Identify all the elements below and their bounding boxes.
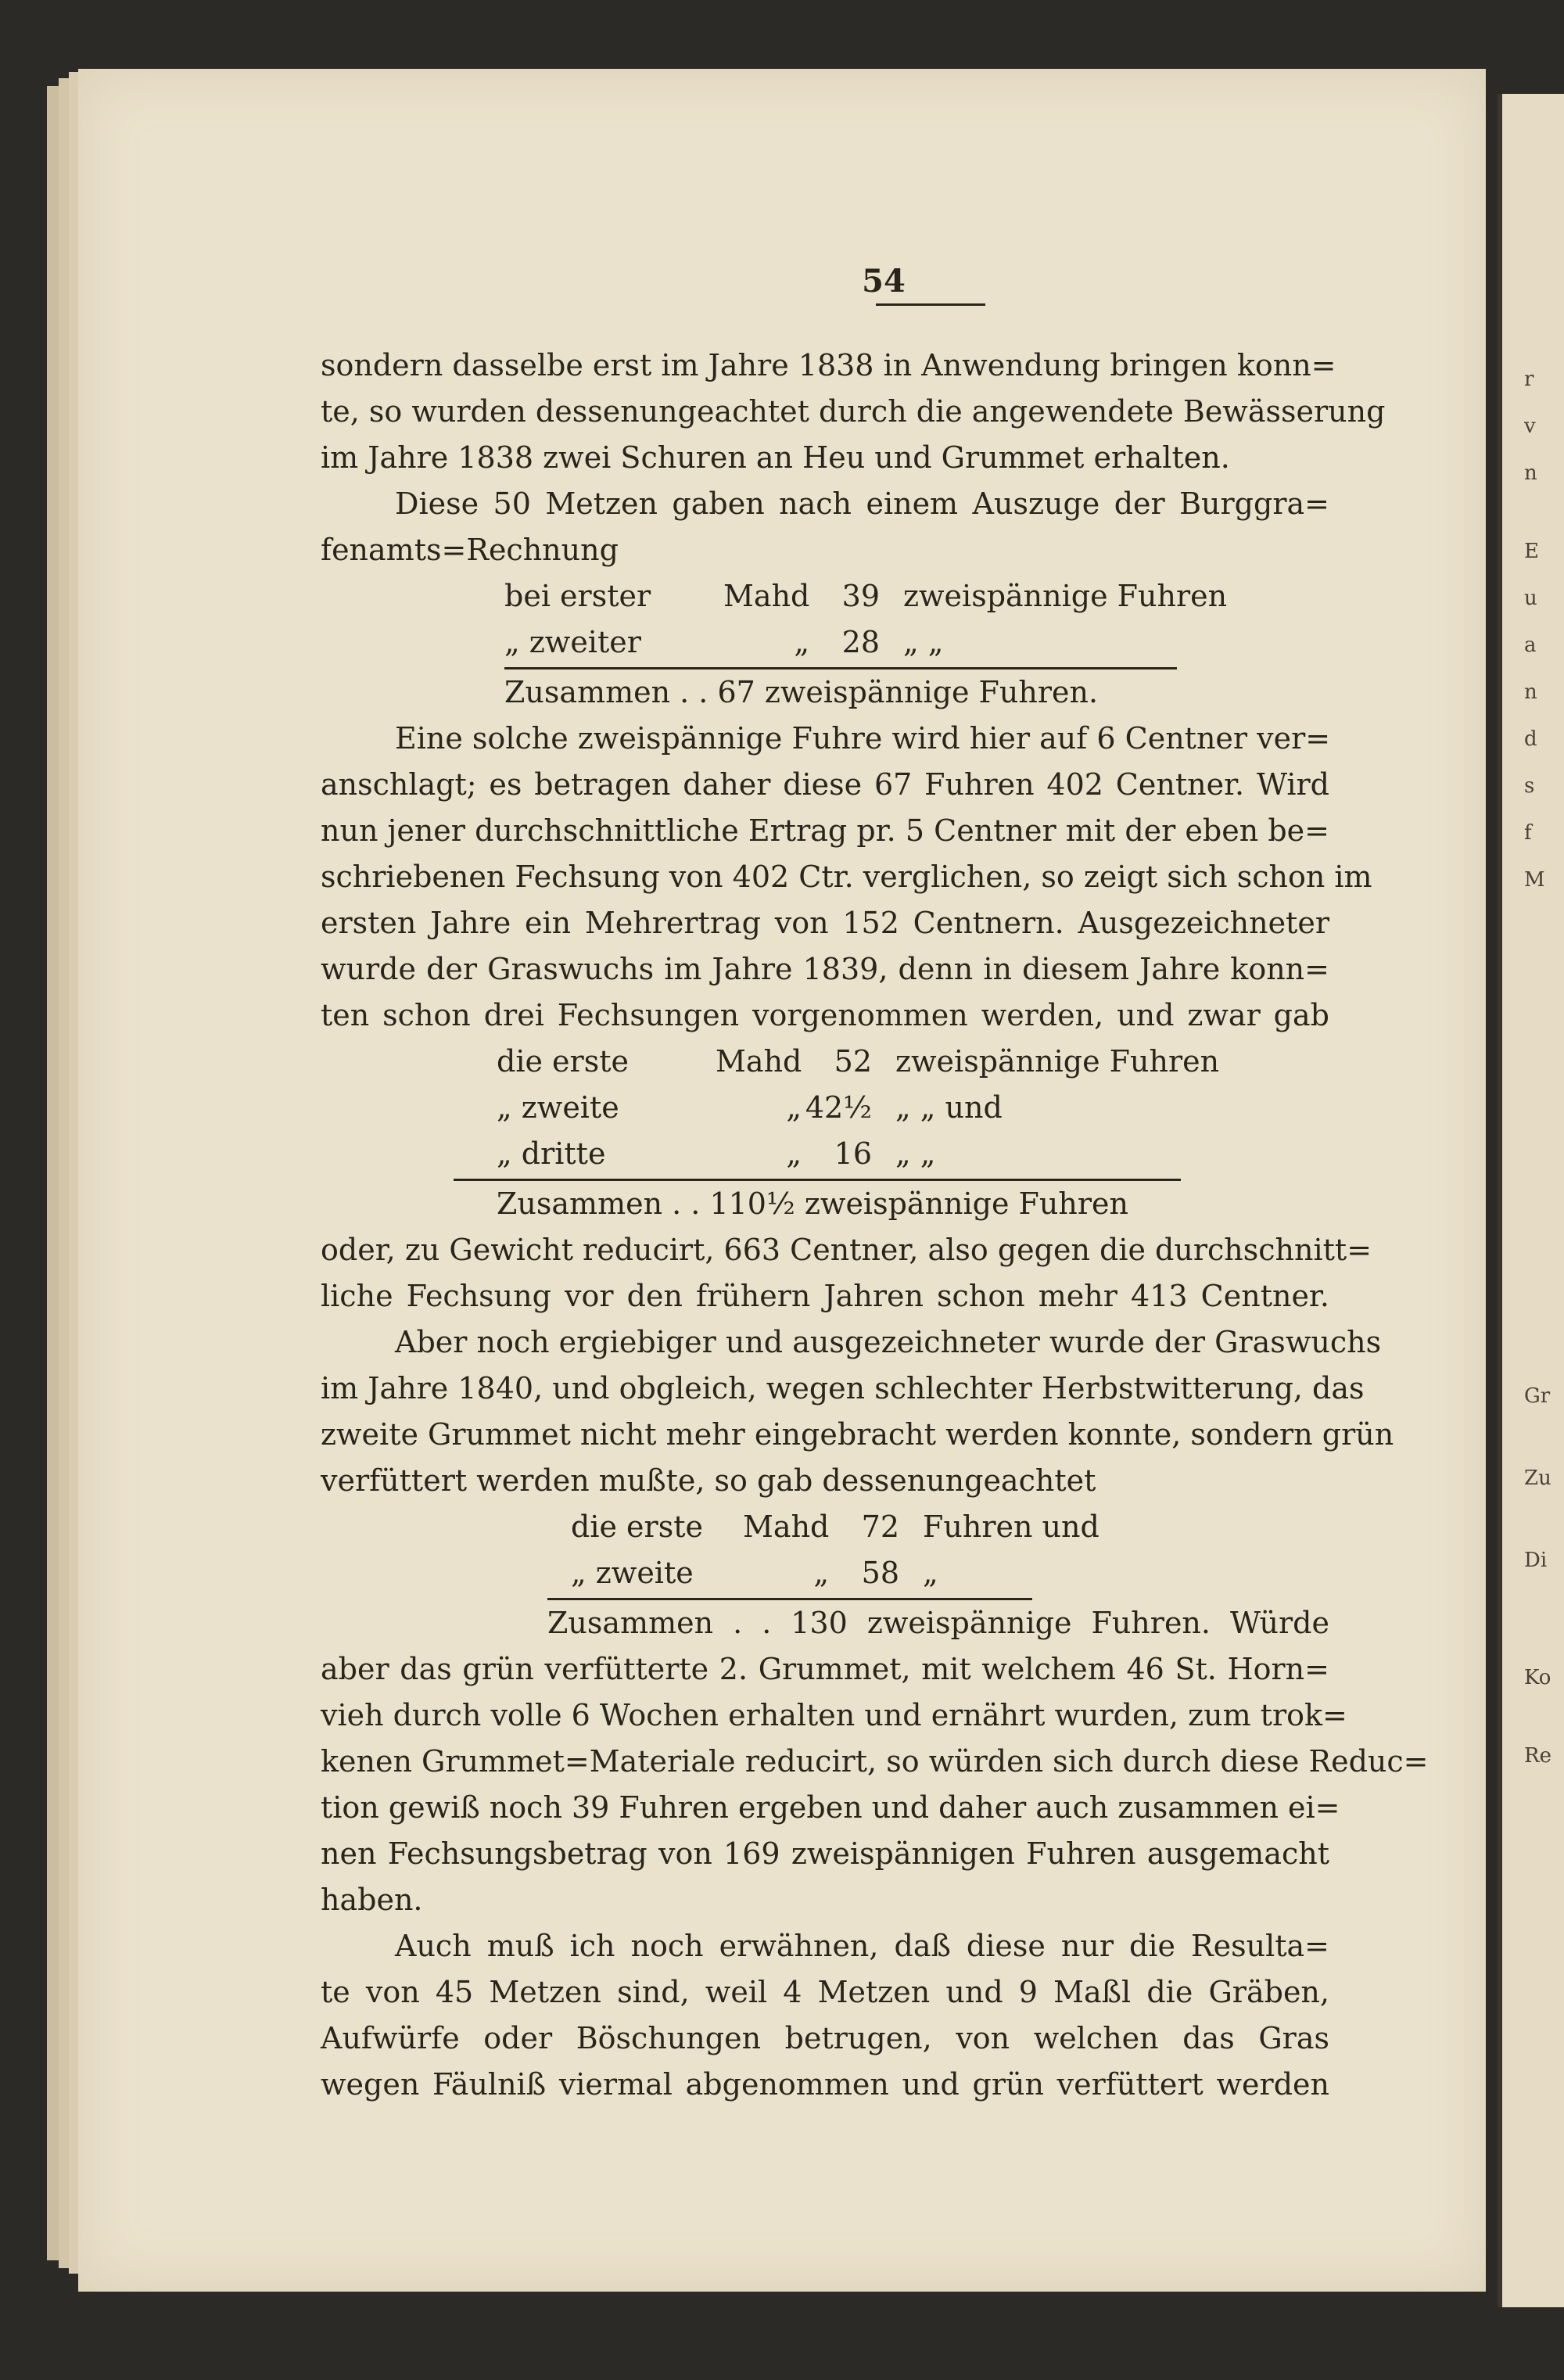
next-page-fragment: u bbox=[1524, 587, 1537, 610]
tally-total: Zusammen . . 130 zweispännige Fuhren. Würde bbox=[547, 1606, 1329, 1640]
text-line: verfüttert werden mußte, so gab dessenungeachtet bbox=[321, 1463, 1096, 1498]
tally-label: „ zweite bbox=[497, 1090, 619, 1125]
tally-unit: Mahd bbox=[716, 1044, 802, 1079]
text-line: tion gewiß noch 39 Fuhren ergeben und daher auch zusammen ei= bbox=[321, 1790, 1340, 1825]
tally-row bbox=[504, 573, 1329, 619]
text-line: ten schon drei Fechsungen vorgenommen werden, und zwar gab bbox=[321, 998, 1329, 1032]
tally-value: 72 bbox=[861, 1509, 899, 1544]
text-line: aber das grün verfütterte 2. Grummet, mit welchem 46 St. Horn= bbox=[321, 1652, 1329, 1686]
next-page-fragment: v bbox=[1524, 415, 1536, 438]
next-page-fragment: Ko bbox=[1524, 1666, 1551, 1689]
tally-note: Fuhren und bbox=[923, 1509, 1099, 1544]
next-page-edge bbox=[1498, 94, 1564, 2307]
text-line: nun jener durchschnittliche Ertrag pr. 5 Centner mit der eben be= bbox=[321, 813, 1329, 848]
text-line: te, so wurden dessenungeachtet durch die angewendete Bewässerung bbox=[321, 394, 1386, 429]
body-text bbox=[321, 343, 1429, 2108]
tally-total: Zusammen . . 67 zweispännige Fuhren. bbox=[504, 675, 1099, 709]
tally-label: bei erster bbox=[504, 579, 651, 613]
next-page-fragment: r bbox=[1524, 368, 1534, 391]
tally-note: „ bbox=[923, 1556, 938, 1590]
tally-total: Zusammen . . 110½ zweispännige Fuhren bbox=[497, 1186, 1129, 1221]
page-number: 54 bbox=[862, 263, 906, 300]
next-page-fragment: Gr bbox=[1524, 1384, 1551, 1408]
text-line: haben. bbox=[321, 1883, 423, 1917]
tally-label: die erste bbox=[571, 1509, 703, 1544]
text-line: sondern dasselbe erst im Jahre 1838 in Anwendung bringen konn= bbox=[321, 348, 1336, 382]
tally-note: „ „ bbox=[895, 1136, 936, 1171]
tally-row bbox=[497, 1131, 1329, 1177]
tally-value: 52 bbox=[834, 1044, 872, 1079]
text-line: Diese 50 Metzen gaben nach einem Auszuge der Burggra= bbox=[395, 486, 1329, 521]
next-page-fragment: Di bbox=[1524, 1549, 1548, 1572]
tally-note: „ „ bbox=[903, 625, 944, 659]
text-line: zweite Grummet nicht mehr eingebracht werden konnte, sondern grün bbox=[321, 1417, 1394, 1452]
next-page-fragment: Zu bbox=[1524, 1466, 1551, 1490]
tally-label: „ dritte bbox=[497, 1136, 606, 1171]
tally-row bbox=[497, 1085, 1329, 1131]
tally-note: zweispännige Fuhren bbox=[895, 1044, 1220, 1079]
tally-row bbox=[504, 619, 1329, 666]
text-line: vieh durch volle 6 Wochen erhalten und ernährt wurden, zum trok= bbox=[321, 1698, 1347, 1732]
tally-table bbox=[321, 1039, 1329, 1177]
text-line: fenamts=Rechnung bbox=[321, 533, 619, 567]
tally-unit: Mahd bbox=[743, 1509, 830, 1544]
tally-note: zweispännige Fuhren bbox=[903, 579, 1228, 613]
tally-unit: „ bbox=[786, 1136, 802, 1171]
next-page-fragment: n bbox=[1524, 680, 1537, 704]
tally-unit: „ bbox=[786, 1090, 802, 1125]
tally-unit: „ bbox=[813, 1556, 829, 1590]
next-page-fragment: M bbox=[1524, 868, 1545, 892]
tally-note: „ „ und bbox=[895, 1090, 1003, 1125]
text-line: nen Fechsungsbetrag von 169 zweispännigen Fuhren ausgemacht bbox=[321, 1836, 1329, 1871]
text-line: liche Fechsung vor den frühern Jahren schon mehr 413 Centner. bbox=[321, 1279, 1329, 1313]
text-line: anschlagt; es betragen daher diese 67 Fuhren 402 Centner. Wird bbox=[321, 767, 1329, 802]
text-line: Eine solche zweispännige Fuhre wird hier auf 6 Centner ver= bbox=[395, 721, 1331, 756]
next-page-fragment: E bbox=[1524, 540, 1539, 563]
tally-table bbox=[321, 1504, 1329, 1596]
tally-value: 28 bbox=[841, 625, 880, 659]
next-page-fragment: Re bbox=[1524, 1744, 1551, 1768]
text-line: im Jahre 1840, und obgleich, wegen schlechter Herbstwitterung, das bbox=[321, 1371, 1365, 1405]
tally-row bbox=[571, 1550, 1329, 1596]
next-page-fragment: s bbox=[1524, 774, 1535, 798]
text-line: oder, zu Gewicht reducirt, 663 Centner, also gegen die durchschnitt= bbox=[321, 1233, 1372, 1267]
tally-value: 42½ bbox=[805, 1090, 872, 1125]
tally-table bbox=[321, 573, 1329, 716]
tally-row bbox=[497, 1039, 1329, 1085]
tally-row bbox=[571, 1504, 1329, 1550]
next-page-fragment: d bbox=[1524, 727, 1537, 751]
tally-unit: „ bbox=[794, 625, 809, 659]
tally-label: die erste bbox=[497, 1044, 629, 1079]
text-line: te von 45 Metzen sind, weil 4 Metzen und 9 Maßl die Gräben, bbox=[321, 1975, 1329, 2009]
next-page-fragment: f bbox=[1524, 821, 1532, 845]
tally-label: „ zweiter bbox=[504, 625, 641, 659]
text-line: wegen Fäulniß viermal abgenommen und grün verfüttert werden bbox=[321, 2067, 1329, 2102]
text-line: Aber noch ergiebiger und ausgezeichneter wurde der Graswuchs bbox=[395, 1325, 1382, 1359]
tally-label: „ zweite bbox=[571, 1556, 694, 1590]
tally-value: 16 bbox=[834, 1136, 872, 1171]
text-line: schriebenen Fechsung von 402 Ctr. verglichen, so zeigt sich schon im bbox=[321, 860, 1372, 894]
text-line: Aufwürfe oder Böschungen betrugen, von welchen das Gras bbox=[321, 2021, 1329, 2055]
text-line: kenen Grummet=Materiale reducirt, so würden sich durch diese Reduc= bbox=[321, 1744, 1429, 1779]
text-line: Auch muß ich noch erwähnen, daß diese nur die Resulta= bbox=[395, 1929, 1329, 1963]
next-page-fragment: n bbox=[1524, 461, 1537, 485]
tally-unit: Mahd bbox=[723, 579, 810, 613]
next-page-fragment: a bbox=[1524, 634, 1537, 657]
tally-value: 39 bbox=[841, 579, 880, 613]
text-line: ersten Jahre ein Mehrertrag von 152 Centnern. Ausgezeichneter bbox=[321, 906, 1329, 940]
tally-value: 58 bbox=[861, 1556, 899, 1590]
header-rule bbox=[876, 303, 985, 306]
text-line: im Jahre 1838 zwei Schuren an Heu und Grummet erhalten. bbox=[321, 440, 1230, 475]
text-line: wurde der Graswuchs im Jahre 1839, denn in diesem Jahre konn= bbox=[321, 952, 1329, 986]
